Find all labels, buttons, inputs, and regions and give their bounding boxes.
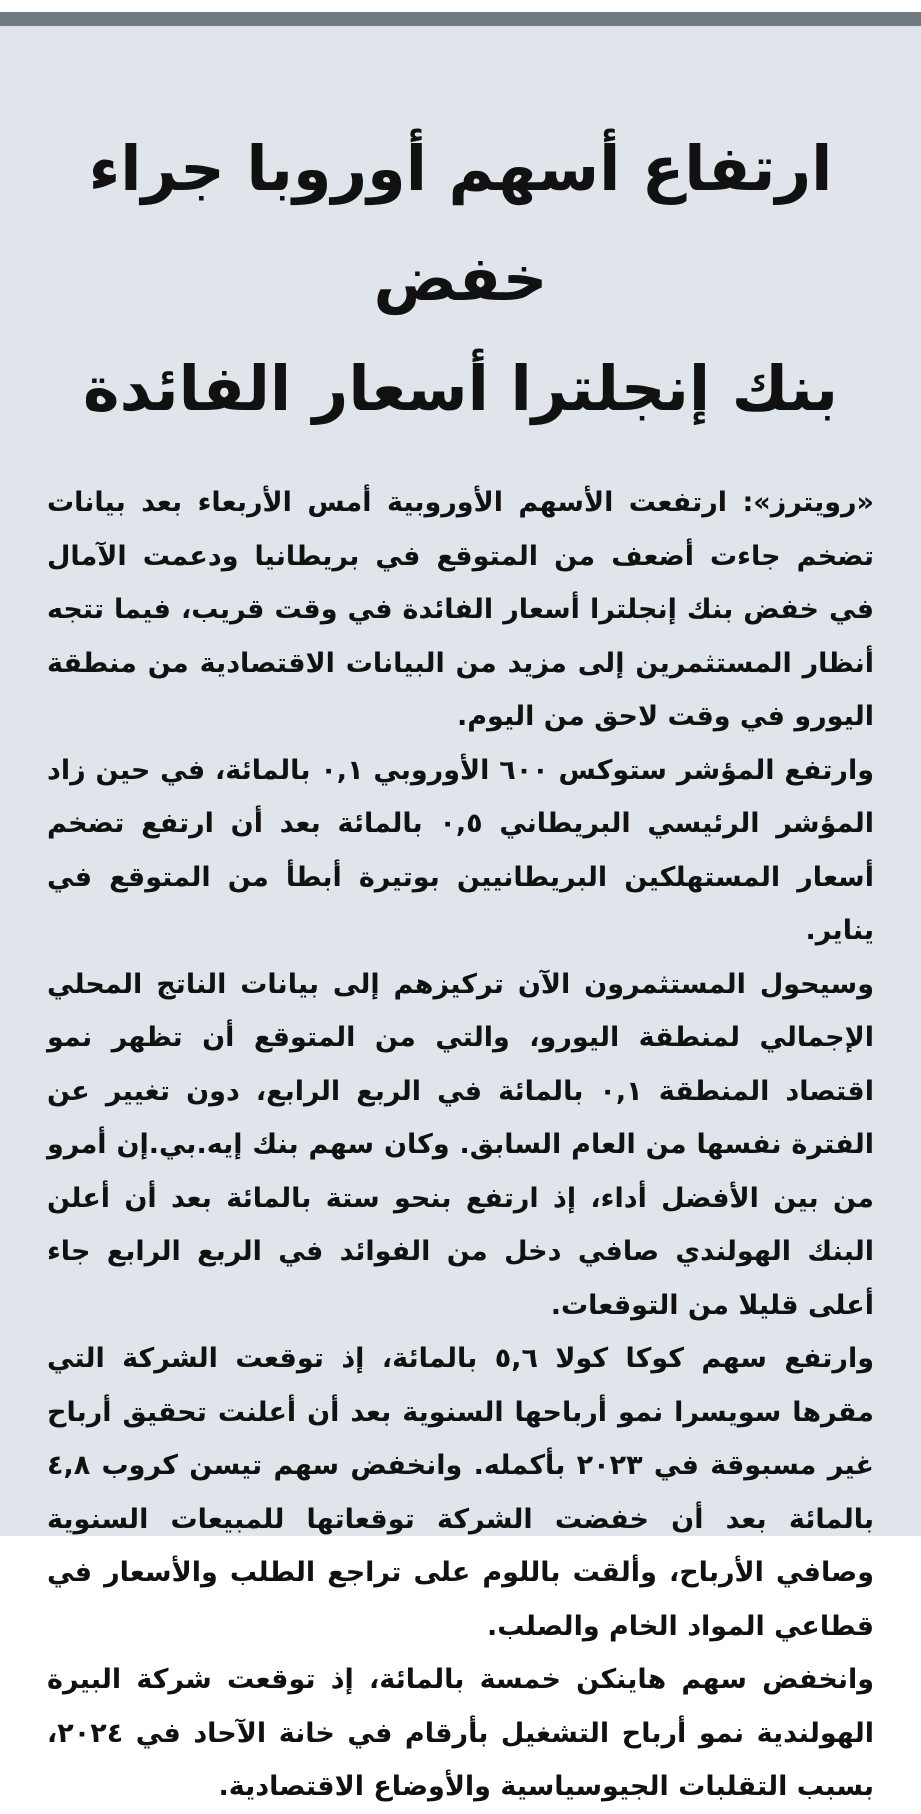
headline-line-1: ارتفاع أسهم أوروبا جراء خفض [88,132,833,315]
article-headline [47,114,874,444]
article-paragraph-2: وارتفع المؤشر ستوكس ٦٠٠ الأوروبي ٠,١ بالمائة، في حين زاد المؤشر الرئيسي البريطاني ٠,٥ بالمائة بعد أن ارتفع تضخم أسعار المستهلكين البريطانيين بوتيرة أبطأ من المتوقع في يناير. [47,754,875,946]
top-divider-bar [0,12,921,26]
article-paragraph-1 [47,476,874,744]
article-paragraph-3: وسيحول المستثمرون الآن تركيزهم إلى بيانات الناتج المحلي الإجمالي لمنطقة اليورو، والتي من المتوقع أن تظهر نمو اقتصاد المنطقة ٠,١ بالمائة في الربع الرابع، دون تغيير عن الفترة نفسها من العام السابق. وكان سهم بنك إيه.بي.إن أمرو من بين الأفضل أداء، إذ ارتفع بنحو ستة بالمائة بعد أن أعلن البنك الهولندي صافي دخل من الفوائد في الربع الرابع جاء أعلى قليلا من التوقعات. [47,968,874,1321]
news-article [0,26,921,1802]
article-paragraph-1-text: : ارتفعت الأسهم الأوروبية أمس الأربعاء بعد بيانات تضخم جاءت أضعف من المتوقع في بريطانيا ودعمت الآمال في خفض بنك إنجلترا أسعار الفائدة في وقت قريب، فيما تتجه أنظار المستثمرين إلى مزيد من البيانات الاقتصادية من منطقة اليورو في وقت لاحق من اليوم. [47,487,874,732]
article-paragraph-4: وارتفع سهم كوكا كولا ٥,٦ بالمائة، إذ توقعت الشركة التي مقرها سويسرا نمو أرباحها السنوية بعد أن أعلنت تحقيق أرباح غير مسبوقة في ٢٠٢٣ بأكمله. وانخفض سهم تيسن كروب ٤,٨ بالمائة بعد أن خفضت الشركة توقعاتها للمبيعات السنوية وصافي الأرباح، وألقت باللوم على تراجع الطلب والأسعار في قطاعي المواد الخام والصلب. [47,1343,874,1642]
article-byline: «رويترز» [753,487,874,518]
article-body [47,476,874,1814]
headline-line-2: بنك إنجلترا أسعار الفائدة [82,352,839,425]
article-paragraph-5: وانخفض سهم هاينكن خمسة بالمائة، إذ توقعت شركة البيرة الهولندية نمو أرباح التشغيل بأرقام في خانة الآحاد في ٢٠٢٤، بسبب التقلبات الجيوسياسية والأوضاع الاقتصادية. [47,1664,874,1802]
